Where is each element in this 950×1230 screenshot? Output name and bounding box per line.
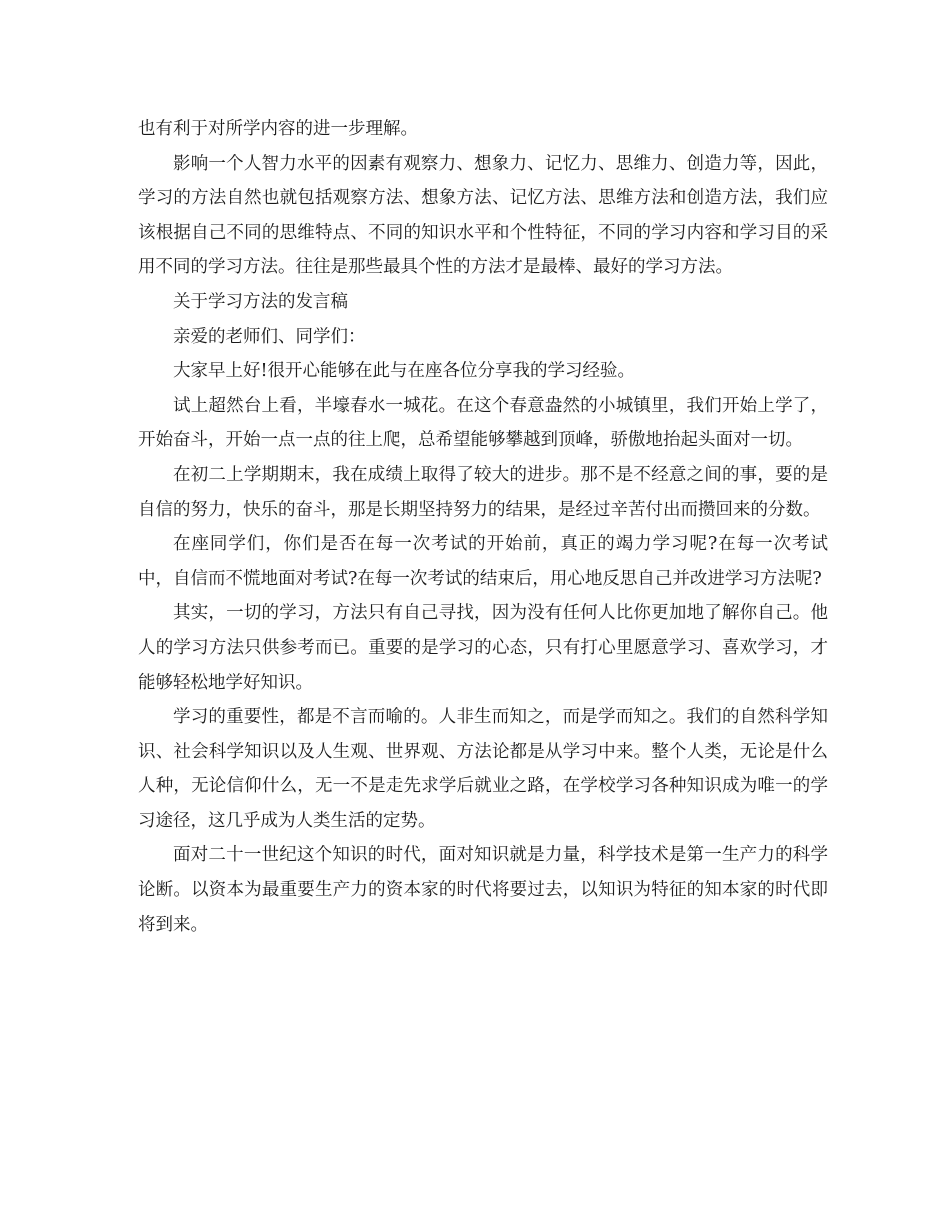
salutation: 亲爱的老师们、同学们：: [173, 326, 366, 347]
paragraph-spring: 试上超然台上看，半壕春水一城花。在这个春意盎然的小城镇里，我们开始上学了，开始奋斗，开始一点一点的往上爬，总希望能够攀越到顶峰，骄傲地抬起头面对一切。: [138, 395, 828, 451]
speech-title: 关于学习方法的发言稿: [173, 291, 348, 312]
paragraph-knowledge-era: 面对二十一世纪这个知识的时代，面对知识就是力量，科学技术是第一生产力的科学论断。以资本为最重要生产力的资本家的时代将要过去，以知识为特征的知本家的时代即将到来。: [138, 845, 828, 935]
greeting: 大家早上好!很开心能够在此与在座各位分享我的学习经验。: [173, 361, 636, 382]
paragraph-continuation: 也有利于对所学内容的进一步理解。: [138, 119, 418, 139]
paragraph-method: 其实，一切的学习，方法只有自己寻找，因为没有任何人比你更加地了解你自己。他人的学习方法只供参考而已。重要的是学习的心态，只有打心里愿意学习、喜欢学习，才能够轻松地学好知识。: [138, 603, 828, 693]
paragraph-progress: 在初二上学期期末，我在成绩上取得了较大的进步。那不是不经意之间的事，要的是自信的努力，快乐的奋斗，那是长期坚持努力的结果，是经过辛苦付出而攒回来的分数。: [138, 464, 828, 520]
paragraph-questions: 在座同学们，你们是否在每一次考试的开始前，真正的竭力学习呢?在每一次考试中，自信而不慌地面对考试?在每一次考试的结束后，用心地反思自己并改进学习方法呢?: [138, 534, 828, 589]
document-body: [138, 112, 828, 942]
paragraph-importance: 学习的重要性，都是不言而喻的。人非生而知之，而是学而知之。我们的自然科学知识、社会科学知识以及人生观、世界观、方法论都是从学习中来。整个人类，无论是什么人种，无论信仰什么，无一不是走先求学后就业之路，在学校学习各种知识成为唯一的学习途径，这几乎成为人类生活的定势。: [138, 707, 828, 831]
paragraph-factors: 影响一个人智力水平的因素有观察力、想象力、记忆力、思维力、创造力等，因此，学习的方法自然也就包括观察方法、想象方法、记忆方法、思维方法和创造方法，我们应该根据自己不同的思维特点、不同的知识水平和个性特征，不同的学习内容和学习目的采用不同的学习方法。往往是那些最具个性的方法才是最棒、最好的学习方法。: [138, 153, 828, 278]
